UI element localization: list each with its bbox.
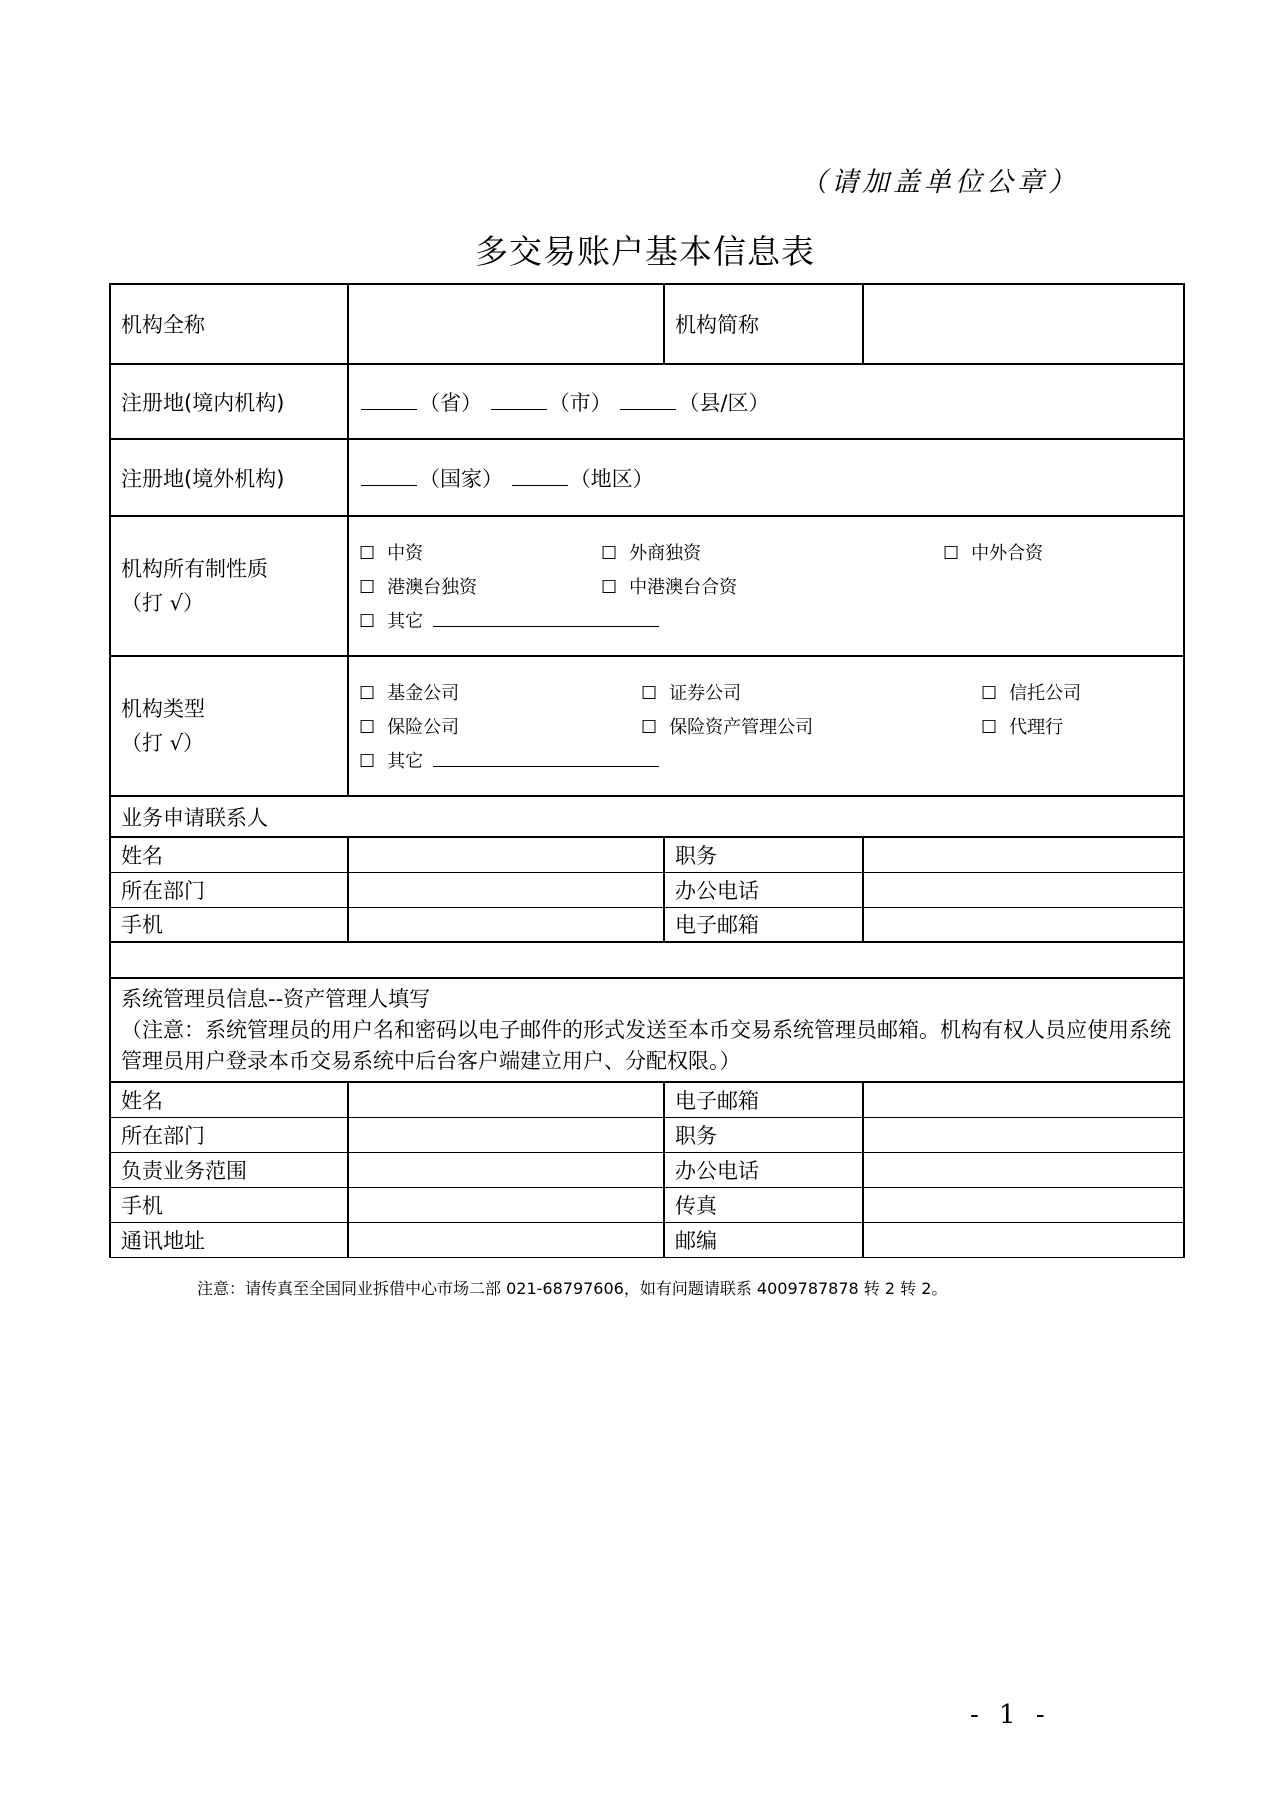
contact-email-field[interactable] bbox=[863, 907, 1184, 942]
org-type-options bbox=[348, 656, 1184, 796]
page-number: - 1 - bbox=[970, 1700, 1051, 1730]
contact-office-phone-label: 办公电话 bbox=[664, 872, 863, 907]
contact-mobile-field[interactable] bbox=[348, 907, 664, 942]
ownership-option-foreign[interactable]: ☐ 外商独资 bbox=[601, 543, 702, 564]
org-short-name-label: 机构简称 bbox=[664, 284, 863, 364]
org-type-label: 机构类型 bbox=[121, 697, 205, 721]
contact-office-phone-field[interactable] bbox=[863, 872, 1184, 907]
county-label: （县/区） bbox=[678, 390, 770, 415]
contact-department-field[interactable] bbox=[348, 872, 664, 907]
info-form-table bbox=[109, 283, 1185, 1258]
country-blank[interactable] bbox=[361, 471, 417, 486]
spacer-row bbox=[110, 942, 1184, 978]
org-full-name-label: 机构全称 bbox=[110, 284, 348, 364]
checkbox-icon[interactable]: ☐ bbox=[359, 683, 376, 704]
ownership-option-hkmt[interactable]: ☐ 港澳台独资 bbox=[359, 577, 478, 598]
contact-heading-row bbox=[110, 796, 1184, 837]
contact-row-mobile bbox=[110, 907, 1184, 942]
org-type-option-insurance-am[interactable]: ☐ 保险资产管理公司 bbox=[641, 717, 814, 738]
checkbox-icon[interactable]: ☐ bbox=[601, 543, 618, 564]
org-type-option-other[interactable]: ☐ 其它 bbox=[359, 747, 659, 773]
admin-postcode-label: 邮编 bbox=[664, 1222, 863, 1257]
spacer-cell bbox=[110, 942, 1184, 978]
org-type-option-securities[interactable]: ☐ 证券公司 bbox=[641, 683, 742, 704]
contact-email-label: 电子邮箱 bbox=[664, 907, 863, 942]
checkbox-icon[interactable]: ☐ bbox=[943, 543, 960, 564]
admin-row-scope bbox=[110, 1152, 1184, 1187]
admin-postcode-field[interactable] bbox=[863, 1222, 1184, 1257]
admin-email-field[interactable] bbox=[863, 1082, 1184, 1117]
ownership-option-cn-hkmt[interactable]: ☐ 中港澳台合资 bbox=[601, 577, 738, 598]
ownership-option-joint[interactable]: ☐ 中外合资 bbox=[943, 543, 1044, 564]
admin-department-field[interactable] bbox=[348, 1117, 664, 1152]
checkbox-icon[interactable]: ☐ bbox=[981, 683, 998, 704]
admin-row-department bbox=[110, 1117, 1184, 1152]
ownership-label: 机构所有制性质 bbox=[121, 557, 268, 581]
admin-name-label: 姓名 bbox=[110, 1082, 348, 1117]
contact-name-label: 姓名 bbox=[110, 837, 348, 872]
checkbox-icon[interactable]: ☐ bbox=[641, 717, 658, 738]
org-name-row bbox=[110, 284, 1184, 364]
admin-heading-cell bbox=[110, 978, 1184, 1082]
admin-row-address bbox=[110, 1222, 1184, 1257]
admin-department-label: 所在部门 bbox=[110, 1117, 348, 1152]
org-type-option-fund[interactable]: ☐ 基金公司 bbox=[359, 683, 460, 704]
admin-office-phone-field[interactable] bbox=[863, 1152, 1184, 1187]
contact-row-department bbox=[110, 872, 1184, 907]
checkbox-icon[interactable]: ☐ bbox=[359, 751, 376, 772]
admin-note: （注意：系统管理员的用户名和密码以电子邮件的形式发送至本币交易系统管理员邮箱。机构有权人员应使用系统管理员用户登录本币交易系统中后台客户端建立用户、分配权限。） bbox=[121, 1017, 1171, 1073]
admin-email-label: 电子邮箱 bbox=[664, 1082, 863, 1117]
contact-name-field[interactable] bbox=[348, 837, 664, 872]
region-label: （地区） bbox=[569, 466, 654, 491]
admin-position-field[interactable] bbox=[863, 1117, 1184, 1152]
admin-mobile-field[interactable] bbox=[348, 1187, 664, 1222]
checkbox-icon[interactable]: ☐ bbox=[359, 717, 376, 738]
reg-foreign-row bbox=[110, 439, 1184, 516]
admin-name-field[interactable] bbox=[348, 1082, 664, 1117]
checkbox-icon[interactable]: ☐ bbox=[359, 577, 376, 598]
admin-heading: 系统管理员信息--资产管理人填写 bbox=[121, 986, 431, 1011]
checkbox-icon[interactable]: ☐ bbox=[359, 611, 376, 632]
admin-scope-field[interactable] bbox=[348, 1152, 664, 1187]
country-label: （国家） bbox=[419, 466, 503, 491]
admin-mobile-label: 手机 bbox=[110, 1187, 348, 1222]
admin-row-name bbox=[110, 1082, 1184, 1117]
org-short-name-field[interactable] bbox=[863, 284, 1184, 364]
contact-row-name bbox=[110, 837, 1184, 872]
admin-scope-label: 负责业务范围 bbox=[110, 1152, 348, 1187]
admin-position-label: 职务 bbox=[664, 1117, 863, 1152]
stamp-note: （请加盖单位公章） bbox=[800, 167, 1079, 198]
org-type-label-cell bbox=[110, 656, 348, 796]
reg-domestic-label: 注册地(境内机构) bbox=[110, 364, 348, 439]
contact-department-label: 所在部门 bbox=[110, 872, 348, 907]
footer-note: 注意：请传真至全国同业拆借中心市场二部 021-68797606，如有问题请联系 4009787878 转 2 转 2。 bbox=[197, 1279, 948, 1298]
org-type-option-insurance[interactable]: ☐ 保险公司 bbox=[359, 717, 460, 738]
admin-row-mobile bbox=[110, 1187, 1184, 1222]
ownership-label-cell bbox=[110, 516, 348, 656]
admin-fax-label: 传真 bbox=[664, 1187, 863, 1222]
checkbox-icon[interactable]: ☐ bbox=[641, 683, 658, 704]
reg-domestic-field[interactable] bbox=[348, 364, 1184, 439]
province-blank[interactable] bbox=[361, 395, 417, 410]
checkbox-icon[interactable]: ☐ bbox=[601, 577, 618, 598]
ownership-other-blank[interactable] bbox=[433, 610, 659, 627]
region-blank[interactable] bbox=[512, 471, 568, 486]
admin-address-label: 通讯地址 bbox=[110, 1222, 348, 1257]
ownership-row bbox=[110, 516, 1184, 656]
contact-position-field[interactable] bbox=[863, 837, 1184, 872]
admin-office-phone-label: 办公电话 bbox=[664, 1152, 863, 1187]
ownership-option-domestic[interactable]: ☐ 中资 bbox=[359, 543, 424, 564]
reg-foreign-label: 注册地(境外机构) bbox=[110, 439, 348, 516]
city-label: （市） bbox=[548, 390, 612, 415]
checkbox-icon[interactable]: ☐ bbox=[981, 717, 998, 738]
admin-heading-row bbox=[110, 978, 1184, 1082]
org-type-option-trust[interactable]: ☐ 信托公司 bbox=[981, 683, 1082, 704]
reg-foreign-field[interactable] bbox=[348, 439, 1184, 516]
admin-fax-field[interactable] bbox=[863, 1187, 1184, 1222]
ownership-option-other[interactable]: ☐ 其它 bbox=[359, 607, 659, 633]
org-type-row bbox=[110, 656, 1184, 796]
page-title: 多交易账户基本信息表 bbox=[475, 232, 815, 271]
city-blank[interactable] bbox=[491, 395, 547, 410]
checkbox-icon[interactable]: ☐ bbox=[359, 543, 376, 564]
ownership-hint: （打 √） bbox=[121, 591, 205, 615]
contact-heading: 业务申请联系人 bbox=[110, 796, 1184, 837]
admin-address-field[interactable] bbox=[348, 1222, 664, 1257]
org-type-other-blank[interactable] bbox=[433, 750, 659, 767]
contact-mobile-label: 手机 bbox=[110, 907, 348, 942]
ownership-options bbox=[348, 516, 1184, 656]
org-type-option-agent-bank[interactable]: ☐ 代理行 bbox=[981, 717, 1064, 738]
contact-position-label: 职务 bbox=[664, 837, 863, 872]
org-type-hint: （打 √） bbox=[121, 731, 205, 755]
org-full-name-field[interactable] bbox=[348, 284, 664, 364]
province-label: （省） bbox=[419, 390, 482, 415]
reg-domestic-row bbox=[110, 364, 1184, 439]
county-blank[interactable] bbox=[620, 395, 676, 410]
